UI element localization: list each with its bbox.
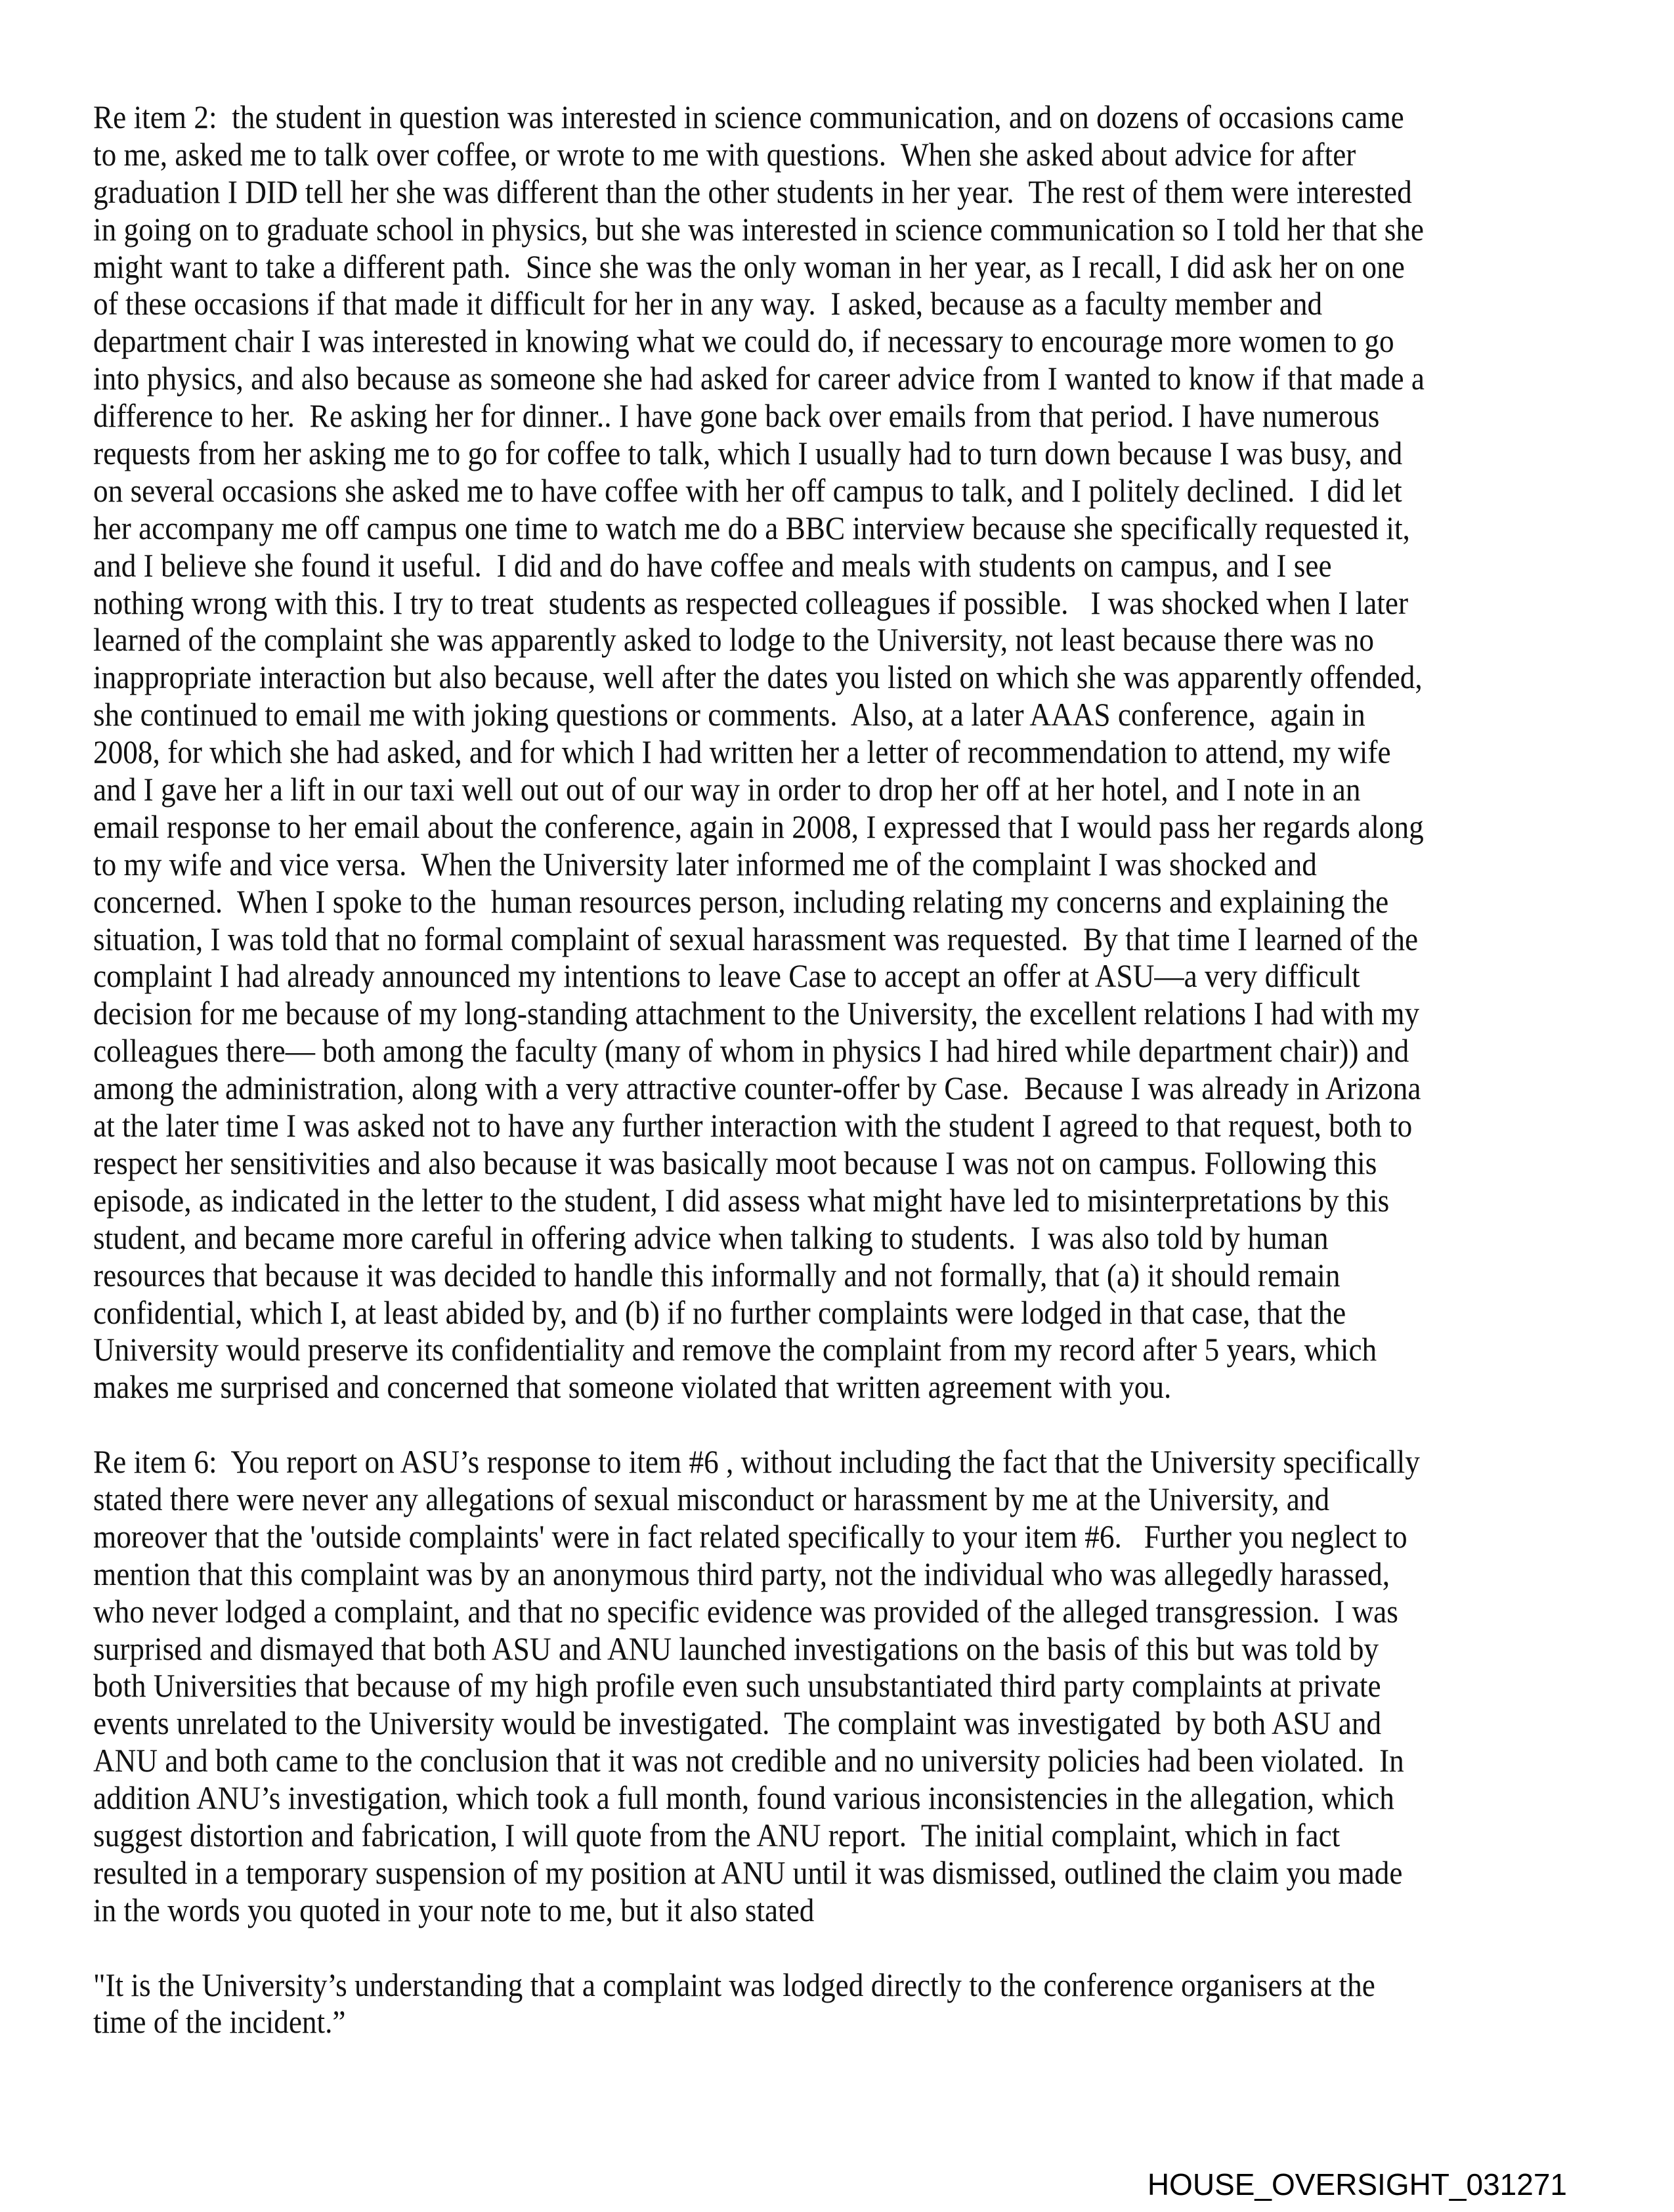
paragraph	[93, 1443, 1623, 1929]
text-line: time of the incident.”	[93, 2003, 346, 2041]
text-line: mention that this complaint was by an anonymous third party, not the individual who was allegedly harassed,	[93, 1555, 1390, 1592]
text-line: among the administration, along with a very attractive counter-offer by Case. Because I was already in Arizona	[93, 1070, 1421, 1107]
text-line: moreover that the 'outside complaints' were in fact related specifically to your item #6. Further you neglect to	[93, 1517, 1407, 1555]
text-line: suggest distortion and fabrication, I will quote from the ANU report. The initial complaint, which in fact	[93, 1816, 1341, 1854]
text-line: 2008, for which she had asked, and for which I had written her a letter of recommendation to attend, my wife	[93, 733, 1391, 771]
text-line: into physics, and also because as someone she had asked for career advice from I wanted to know if that made a	[93, 360, 1425, 397]
text-line: stated there were never any allegations of sexual misconduct or harassment by me at the University, and	[93, 1480, 1330, 1517]
text-line: graduation I DID tell her she was different than the other students in her year. The rest of them were interested	[93, 173, 1412, 210]
text-line: department chair I was interested in knowing what we could do, if necessary to encourage more women to go	[93, 322, 1394, 360]
text-line: to me, asked me to talk over coffee, or wrote to me with questions. When she asked about advice for after	[93, 135, 1356, 173]
text-line: email response to her email about the conference, again in 2008, I expressed that I would pass her regards along	[93, 808, 1424, 845]
text-line: she continued to email me with joking questions or comments. Also, at a later AAAS conference, again in	[93, 696, 1365, 733]
text-line: her accompany me off campus one time to watch me do a BBC interview because she specifically requested it,	[93, 509, 1410, 546]
text-line: and I believe she found it useful. I did and do have coffee and meals with students on campus, and I see	[93, 546, 1332, 584]
text-line: at the later time I was asked not to have any further interaction with the student I agreed to that request, both to	[93, 1107, 1413, 1144]
text-line: decision for me because of my long-standing attachment to the University, the excellent relations I had with my	[93, 995, 1420, 1032]
text-line: respect her sensitivities and also because it was basically moot because I was not on campus. Following this	[93, 1144, 1377, 1181]
text-line: resulted in a temporary suspension of my position at ANU until it was dismissed, outlined the claim you made	[93, 1854, 1403, 1891]
text-line: Re item 6: You report on ASU’s response to item #6 , without including the fact that the University specifically	[93, 1443, 1420, 1481]
text-line: inappropriate interaction but also because, well after the dates you listed on which she was apparently offended,	[93, 659, 1423, 696]
text-line: student, and became more careful in offering advice when talking to students. I was also told by human	[93, 1219, 1329, 1256]
text-line: "It is the University’s understanding that a complaint was lodged directly to the conference organisers at the	[93, 1966, 1375, 2003]
text-line: colleagues there— both among the faculty (many of whom in physics I had hired while department chair)) and	[93, 1032, 1409, 1070]
text-line: and I gave her a lift in our taxi well out out of our way in order to drop her off at her hotel, and I note in an	[93, 771, 1361, 808]
text-line: to my wife and vice versa. When the University later informed me of the complaint I was shocked and	[93, 845, 1317, 882]
text-line: events unrelated to the University would be investigated. The complaint was investigated by both ASU and	[93, 1704, 1382, 1742]
text-line: surprised and dismayed that both ASU and ANU launched investigations on the basis of this but was told by	[93, 1630, 1379, 1667]
text-line: learned of the complaint she was apparently asked to lodge to the University, not least because there was no	[93, 621, 1374, 659]
text-line: nothing wrong with this. I try to treat students as respected colleagues if possible. I was shocked when I later	[93, 584, 1409, 621]
paragraph	[93, 98, 1623, 1406]
text-line: of these occasions if that made it difficult for her in any way. I asked, because as a faculty member and	[93, 285, 1323, 322]
bates-number: HOUSE_OVERSIGHT_031271	[1147, 2167, 1567, 2201]
text-line: requests from her asking me to go for coffee to talk, which I usually had to turn down because I was busy, and	[93, 435, 1403, 472]
text-line: situation, I was told that no formal complaint of sexual harassment was requested. By that time I learned of the	[93, 920, 1419, 957]
text-line: might want to take a different path. Since she was the only woman in her year, as I recall, I did ask her on one	[93, 248, 1405, 285]
text-line: ANU and both came to the conclusion that it was not credible and no university policies had been violated. In	[93, 1742, 1404, 1779]
text-line: on several occasions she asked me to have coffee with her off campus to talk, and I politely declined. I did let	[93, 471, 1402, 509]
text-line: makes me surprised and concerned that someone violated that written agreement with you.	[93, 1368, 1172, 1406]
text-line: confidential, which I, at least abided by, and (b) if no further complaints were lodged in that case, that the	[93, 1293, 1346, 1331]
document-body	[93, 98, 1623, 2078]
text-line: in the words you quoted in your note to me, but it also stated	[93, 1891, 815, 1928]
text-line: in going on to graduate school in physics, but she was interested in science communication so I told her that she	[93, 210, 1425, 248]
text-line: University would preserve its confidentiality and remove the complaint from my record after 5 years, which	[93, 1331, 1377, 1368]
text-line: concerned. When I spoke to the human resources person, including relating my concerns and explaining the	[93, 882, 1389, 920]
text-line: resources that because it was decided to handle this informally and not formally, that (a) it should remain	[93, 1256, 1341, 1293]
text-line: complaint I had already announced my intentions to leave Case to accept an offer at ASU—a very difficult	[93, 957, 1360, 995]
text-line: both Universities that because of my high profile even such unsubstantiated third party complaints at private	[93, 1667, 1381, 1704]
text-line: episode, as indicated in the letter to the student, I did assess what might have led to misinterpretations by this	[93, 1181, 1390, 1219]
text-line: addition ANU’s investigation, which took a full month, found various inconsistencies in the allegation, which	[93, 1779, 1394, 1817]
paragraph	[93, 1966, 1623, 2041]
text-line: who never lodged a complaint, and that no specific evidence was provided of the alleged transgression. I was	[93, 1592, 1398, 1630]
text-line: Re item 2: the student in question was interested in science communication, and on dozens of occasions came	[93, 98, 1404, 135]
text-line: difference to her. Re asking her for dinner.. I have gone back over emails from that period. I have numerous	[93, 397, 1380, 435]
